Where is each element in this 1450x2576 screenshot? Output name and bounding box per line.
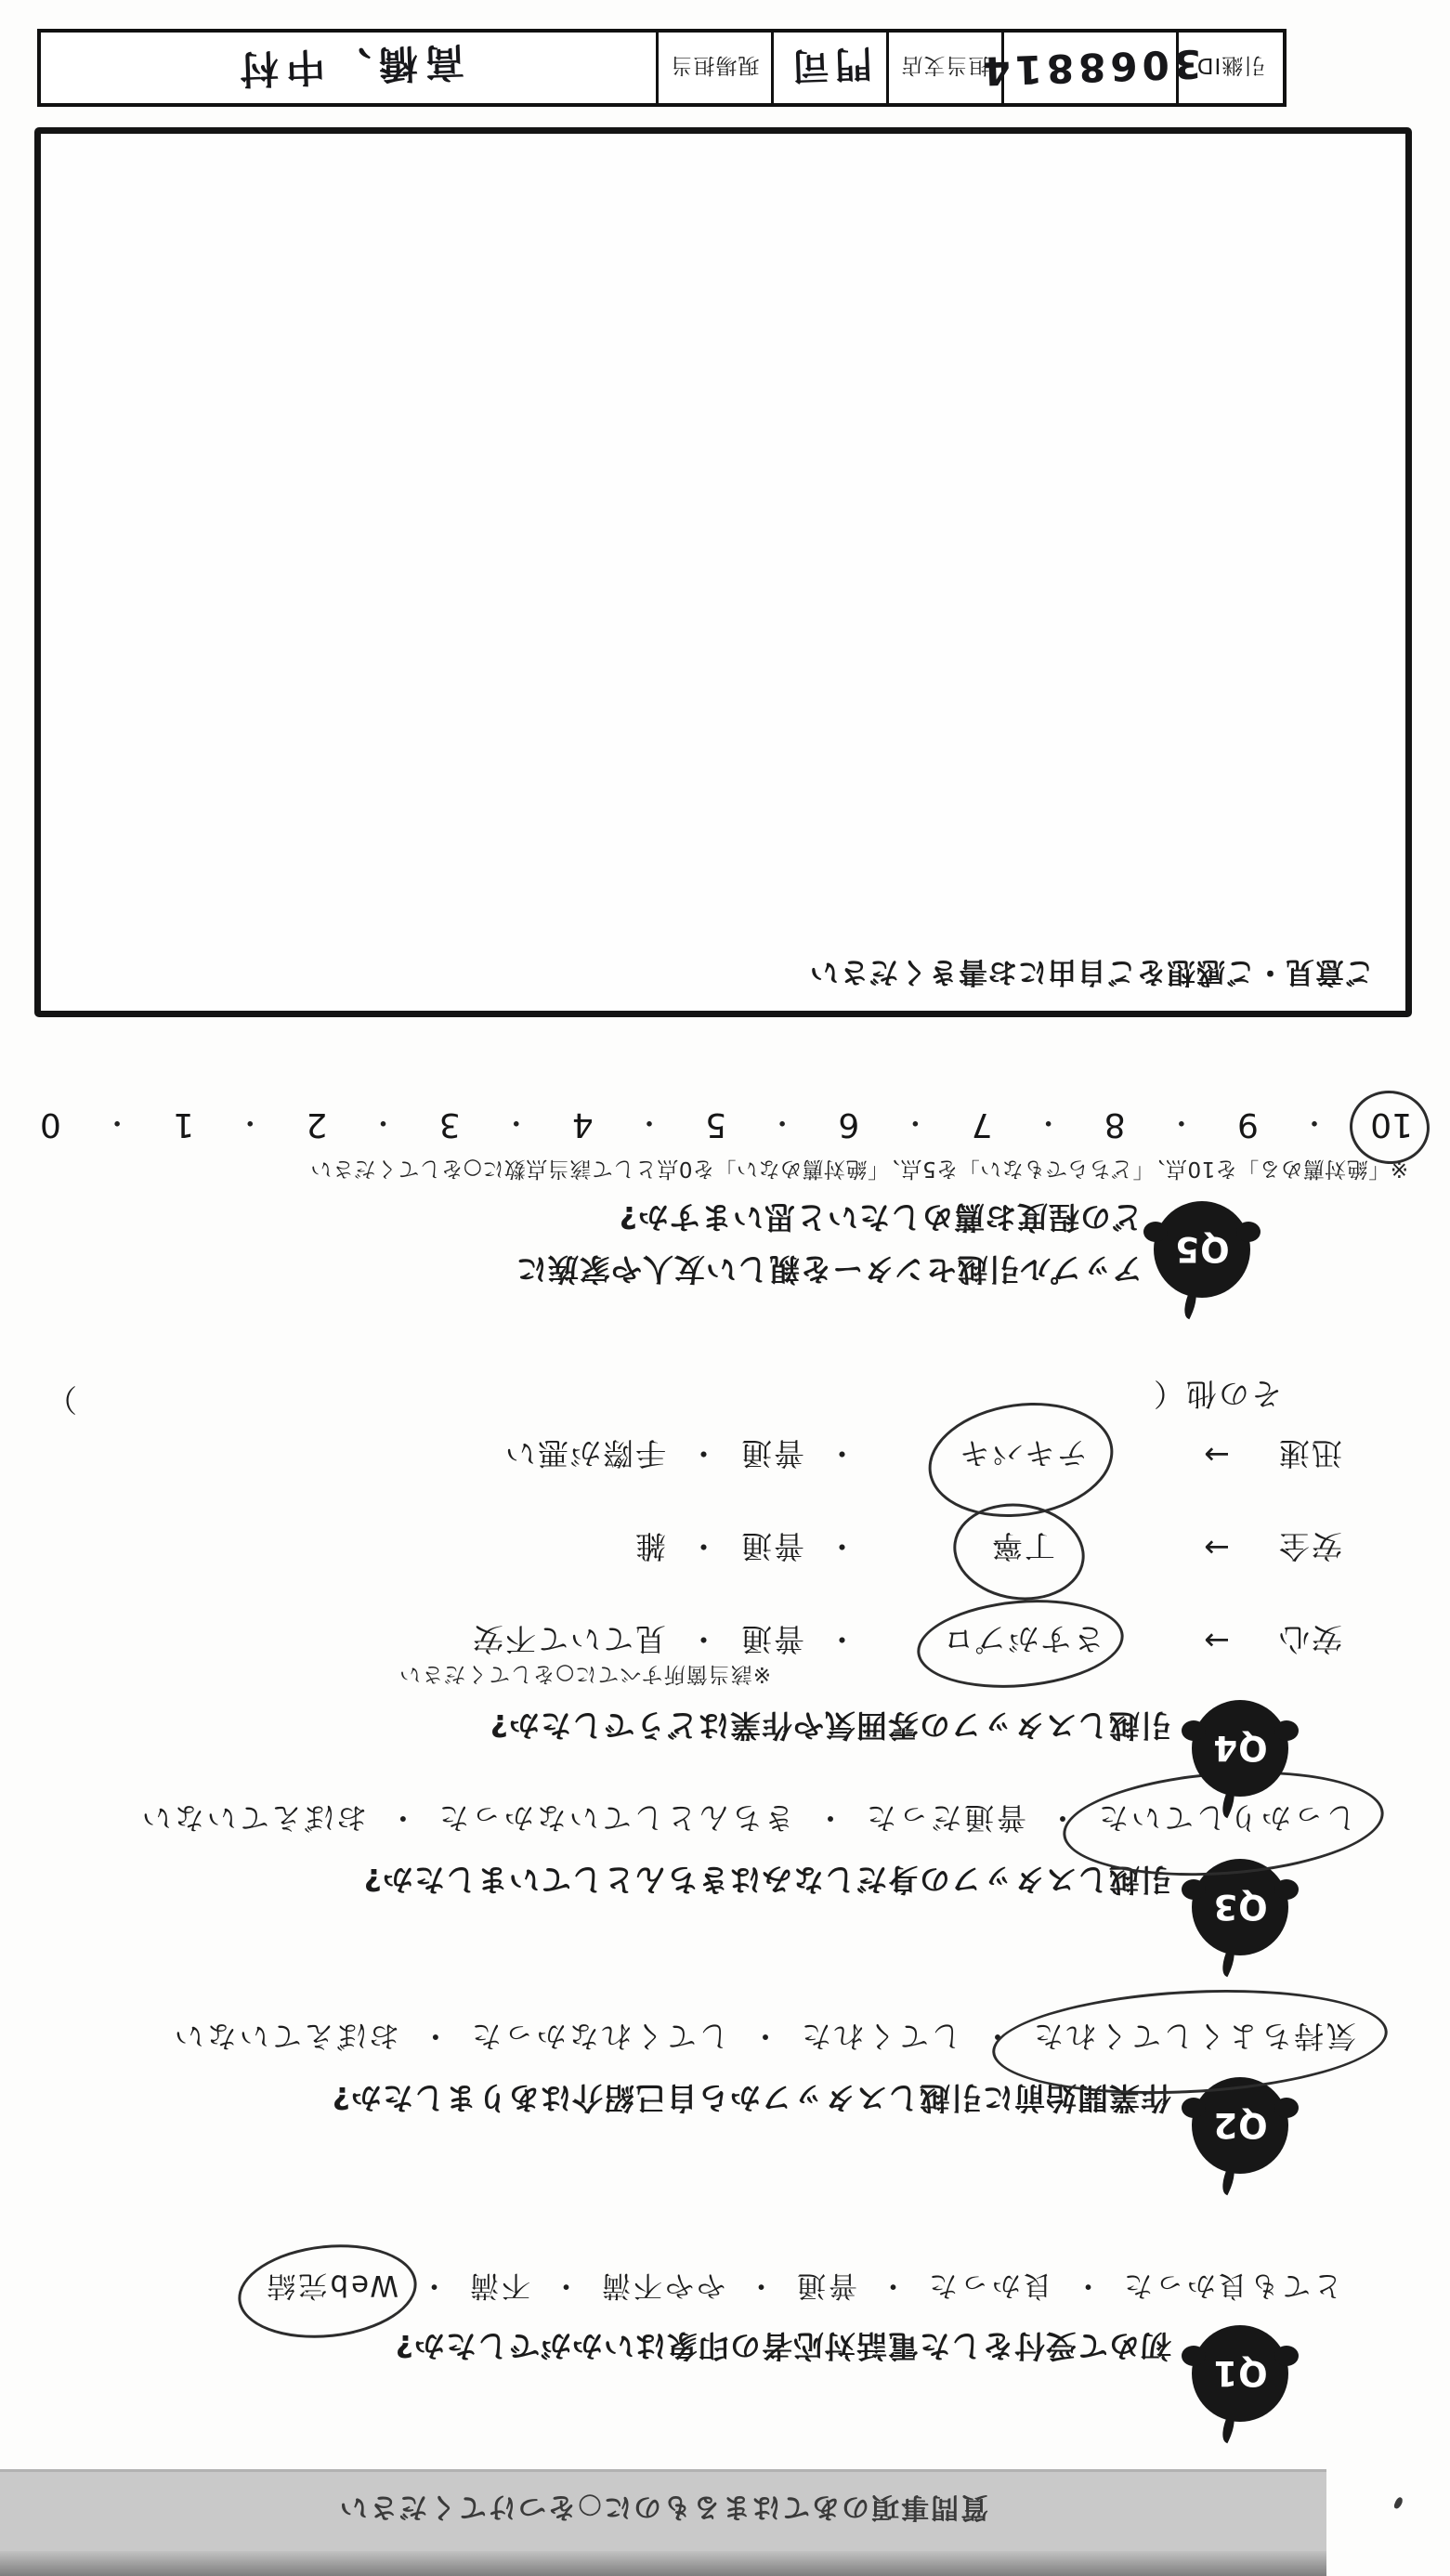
option-separator: ・ — [1044, 1800, 1078, 1836]
site-staff-label: 現場担当 — [670, 53, 760, 78]
branch-label: 担当支店 — [900, 53, 990, 78]
q2-badge-circle — [1192, 2077, 1288, 2174]
scale-value: 2 — [306, 1105, 328, 1144]
q2-options-row — [172, 2017, 1356, 2059]
q4-badge-icon — [1188, 1694, 1292, 1804]
q3-option: 普通だった — [863, 1800, 1026, 1836]
q5-question-line2: どの程度お薦めしたいと思いますか? — [618, 1199, 1143, 1236]
q3-badge-icon — [1188, 1853, 1292, 1963]
q3-option-circled: しっかりしていた — [1096, 1798, 1356, 1841]
scale-dot: ・ — [1167, 1105, 1195, 1138]
arrow-right-icon: → — [1202, 1623, 1230, 1659]
scale-value: 8 — [1104, 1105, 1126, 1144]
q4-option: 普通 — [739, 1528, 804, 1564]
q4-option-circled: 丁寧 — [990, 1526, 1055, 1570]
q3-options-row — [139, 1798, 1356, 1841]
option-separator: ・ — [979, 2019, 1012, 2054]
scale-value: 9 — [1236, 1105, 1259, 1144]
q2-badge-icon — [1188, 2072, 1292, 2181]
q1-options-row — [264, 2268, 1342, 2309]
q4-option-circled: さすがプロ — [942, 1619, 1104, 1663]
q4-row-jinsoku — [503, 1433, 1342, 1477]
option-separator: ・ — [825, 1528, 857, 1564]
option-separator: ・ — [812, 1800, 845, 1836]
q3-badge-circle — [1192, 1859, 1288, 1955]
q1-option: やや不満 — [599, 2269, 725, 2302]
q1-option: とても良かった — [1121, 2269, 1342, 2302]
q1-question-text: 初めて受付をした電話対応者の印象はいかがでしたか? — [394, 2328, 1171, 2364]
scale-value: 4 — [571, 1105, 594, 1144]
q1-badge-label: Q1 — [1212, 2353, 1268, 2394]
scale-dot: ・ — [634, 1105, 663, 1138]
q3-badge-label: Q3 — [1212, 1887, 1268, 1928]
option-separator: ・ — [686, 1528, 719, 1564]
q4-badge-circle — [1192, 1700, 1288, 1797]
scale-dot: ・ — [1034, 1105, 1063, 1138]
scanner-edge-strip — [0, 2551, 1326, 2576]
q4-other-close: ） — [46, 1381, 77, 1418]
scale-value-circled: 10 — [1370, 1105, 1413, 1144]
option-separator: ・ — [417, 2019, 451, 2054]
q1-option: 普通 — [794, 2269, 857, 2302]
scale-dot: ・ — [369, 1105, 398, 1138]
q4-option: 普通 — [739, 1435, 804, 1471]
scale-value: 5 — [705, 1105, 726, 1144]
option-separator: ・ — [686, 1621, 719, 1657]
q3-question-text: 引越しスタッフの身だしなみはきちんとしていましたか? — [362, 1862, 1171, 1898]
q2-option: してくれなかった — [468, 2019, 729, 2054]
arrow-right-icon: → — [1202, 1437, 1230, 1473]
q4-row-label: 安心 — [1277, 1621, 1342, 1657]
scale-dot: ・ — [502, 1105, 530, 1138]
option-separator: ・ — [747, 2019, 780, 2054]
scale-value: 1 — [173, 1105, 195, 1144]
handover-id-value: 3068814 — [977, 41, 1203, 95]
q2-question-text: 作業開始前に引越しスタッフから自己紹介はありましたか? — [331, 2080, 1171, 2116]
q3-option: おぼえていない — [138, 1800, 367, 1836]
q2-option: してくれた — [798, 2019, 961, 2054]
q4-row-label: 安全 — [1277, 1528, 1342, 1564]
q4-other-open: その他（ — [1152, 1376, 1282, 1412]
q4-other-line — [0, 1353, 1450, 1418]
q5-note: ※「絶対薦める」を10点、「どちらでもない」を5点、「絶対薦めない」を0点として該当点数に○をしてください — [309, 1157, 1408, 1181]
arrow-right-icon: → — [1202, 1530, 1230, 1566]
instruction-bar-text: 質問事項のあてはまるものに○をつけてください — [337, 2491, 989, 2523]
scale-value: 7 — [971, 1105, 993, 1144]
q2-option: おぼえていない — [171, 2019, 399, 2054]
q4-option: 見ていて不安 — [471, 1621, 666, 1657]
footer-table — [37, 29, 1287, 107]
pen-speck — [1393, 2496, 1404, 2510]
q5-rating-scale — [40, 1105, 1413, 1145]
q4-row-anzen — [634, 1526, 1342, 1570]
scale-dot: ・ — [103, 1105, 132, 1138]
option-separator: ・ — [825, 1621, 857, 1657]
option-separator: ・ — [1071, 2269, 1103, 2302]
q2-option-circled: 気持ちよくしてくれた — [1031, 2017, 1356, 2059]
option-separator: ・ — [825, 1435, 857, 1471]
option-separator: ・ — [686, 1435, 719, 1471]
q1-badge-circle — [1192, 2325, 1288, 2422]
scale-value: 3 — [438, 1105, 461, 1144]
option-separator: ・ — [549, 2269, 581, 2302]
q2-badge-label: Q2 — [1212, 2105, 1268, 2146]
scale-dot: ・ — [901, 1105, 930, 1138]
q4-option-circled: テキパキ — [958, 1433, 1088, 1477]
scale-dot: ・ — [236, 1105, 265, 1138]
q4-note: ※該当箇所すべてに○をしてください — [398, 1662, 771, 1686]
q5-badge-icon — [1150, 1196, 1254, 1305]
scale-value: 0 — [40, 1105, 61, 1144]
option-separator: ・ — [744, 2269, 776, 2302]
q4-question-text: 引越しスタッフの雰囲気や作業はどうでしたか? — [489, 1707, 1171, 1744]
scale-dot: ・ — [1300, 1105, 1329, 1138]
q3-option: きちんとしていなかった — [436, 1800, 794, 1836]
comment-box-label: ご意見・ご感想をご自由にお書きください — [809, 955, 1374, 988]
branch-value: 門司 — [786, 41, 874, 88]
scale-dot: ・ — [768, 1105, 797, 1138]
q4-option: 手際が悪い — [503, 1435, 666, 1471]
instruction-bar — [0, 2469, 1326, 2551]
q4-option: 普通 — [739, 1621, 804, 1657]
q4-row-anshin — [471, 1619, 1342, 1663]
q5-badge-circle — [1154, 1201, 1250, 1298]
option-separator: ・ — [876, 2269, 908, 2302]
q5-badge-label: Q5 — [1174, 1229, 1230, 1270]
q1-option: 不満 — [467, 2269, 530, 2302]
q1-option: 良かった — [926, 2269, 1052, 2302]
comment-box — [34, 127, 1412, 1017]
option-separator: ・ — [417, 2269, 449, 2302]
q5-question-line1: アップル引越センターを親しい友人や家族に — [515, 1251, 1143, 1288]
handover-id-label: 引継ID — [1195, 53, 1266, 78]
q1-badge-icon — [1188, 2320, 1292, 2429]
site-staff-value: 高橋、中村 — [231, 38, 465, 93]
q4-badge-label: Q4 — [1212, 1728, 1268, 1769]
scale-value: 6 — [838, 1105, 860, 1144]
option-separator: ・ — [385, 1800, 418, 1836]
q1-option-circled: Web完結 — [264, 2268, 398, 2309]
q4-option: 雑 — [634, 1528, 666, 1564]
q4-row-label: 迅速 — [1277, 1435, 1342, 1471]
